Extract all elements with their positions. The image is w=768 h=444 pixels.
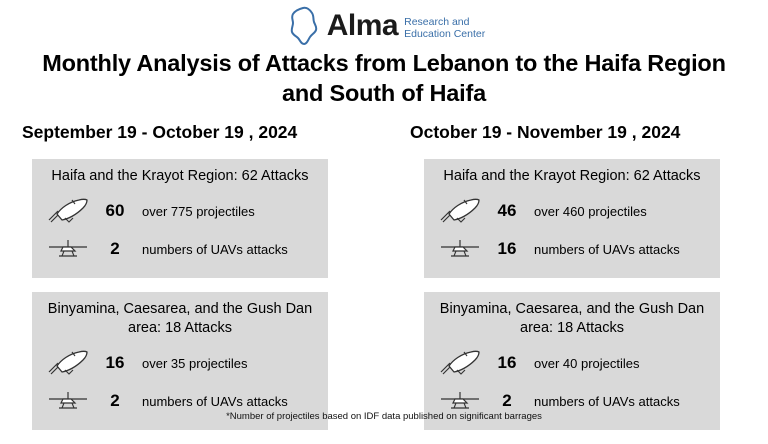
map-outline-icon bbox=[283, 6, 321, 46]
stat-row bbox=[42, 344, 318, 382]
stat-row bbox=[42, 230, 318, 268]
logo-subtitle bbox=[404, 13, 485, 40]
stat-count: 46 bbox=[497, 201, 517, 221]
uav-icon bbox=[434, 234, 486, 264]
stat-count: 2 bbox=[110, 391, 120, 411]
logo bbox=[0, 6, 768, 46]
logo-wordmark: Alma bbox=[326, 9, 399, 42]
panel-binyamina-left bbox=[32, 292, 328, 430]
period-heading-right: October 19 - November 19 , 2024 bbox=[410, 122, 681, 142]
panel-title: Binyamina, Caesarea, and the Gush Dan area: 18 Attacks bbox=[47, 301, 313, 337]
stat-row bbox=[42, 192, 318, 230]
panel-title: Binyamina, Caesarea, and the Gush Dan area: 18 Attacks bbox=[439, 301, 705, 337]
stat-label: over 35 projectiles bbox=[142, 355, 248, 371]
footnote: *Number of projectiles based on IDF data published on significant barrages bbox=[226, 411, 542, 422]
rocket-icon bbox=[42, 196, 94, 226]
stat-label: over 40 projectiles bbox=[534, 355, 640, 371]
logo-subtitle-line2: Education Center bbox=[404, 27, 486, 40]
logo-subtitle-line1: Research and bbox=[404, 15, 470, 28]
stat-count: 2 bbox=[502, 391, 512, 411]
stat-count: 16 bbox=[497, 239, 517, 259]
panel-haifa-krayot-right bbox=[424, 159, 720, 278]
rocket-icon bbox=[434, 196, 486, 226]
period-column-right bbox=[396, 122, 756, 444]
period-column-left bbox=[14, 122, 374, 444]
stat-label: numbers of UAVs attacks bbox=[534, 241, 680, 257]
stat-row bbox=[434, 192, 710, 230]
period-heading-left: September 19 - October 19 , 2024 bbox=[22, 122, 298, 142]
stat-label: numbers of UAVs attacks bbox=[534, 393, 680, 409]
panel-haifa-krayot-left bbox=[32, 159, 328, 278]
page-title: Monthly Analysis of Attacks from Lebanon to the Haifa Region and South of Haifa bbox=[42, 50, 726, 107]
stat-label: numbers of UAVs attacks bbox=[142, 393, 288, 409]
rocket-icon bbox=[42, 348, 94, 378]
stat-count: 16 bbox=[497, 353, 517, 373]
panel-title: Haifa and the Krayot Region: 62 Attacks bbox=[443, 168, 701, 184]
stat-count: 16 bbox=[105, 353, 125, 373]
stat-count: 60 bbox=[105, 201, 125, 221]
stat-row bbox=[434, 230, 710, 268]
panel-binyamina-right bbox=[424, 292, 720, 430]
uav-icon bbox=[42, 234, 94, 264]
stat-label: over 775 projectiles bbox=[142, 203, 255, 219]
stat-row bbox=[434, 344, 710, 382]
stat-label: over 460 projectiles bbox=[534, 203, 647, 219]
stat-label: numbers of UAVs attacks bbox=[142, 241, 288, 257]
rocket-icon bbox=[434, 348, 486, 378]
stat-count: 2 bbox=[110, 239, 120, 259]
panel-title: Haifa and the Krayot Region: 62 Attacks bbox=[51, 168, 309, 184]
